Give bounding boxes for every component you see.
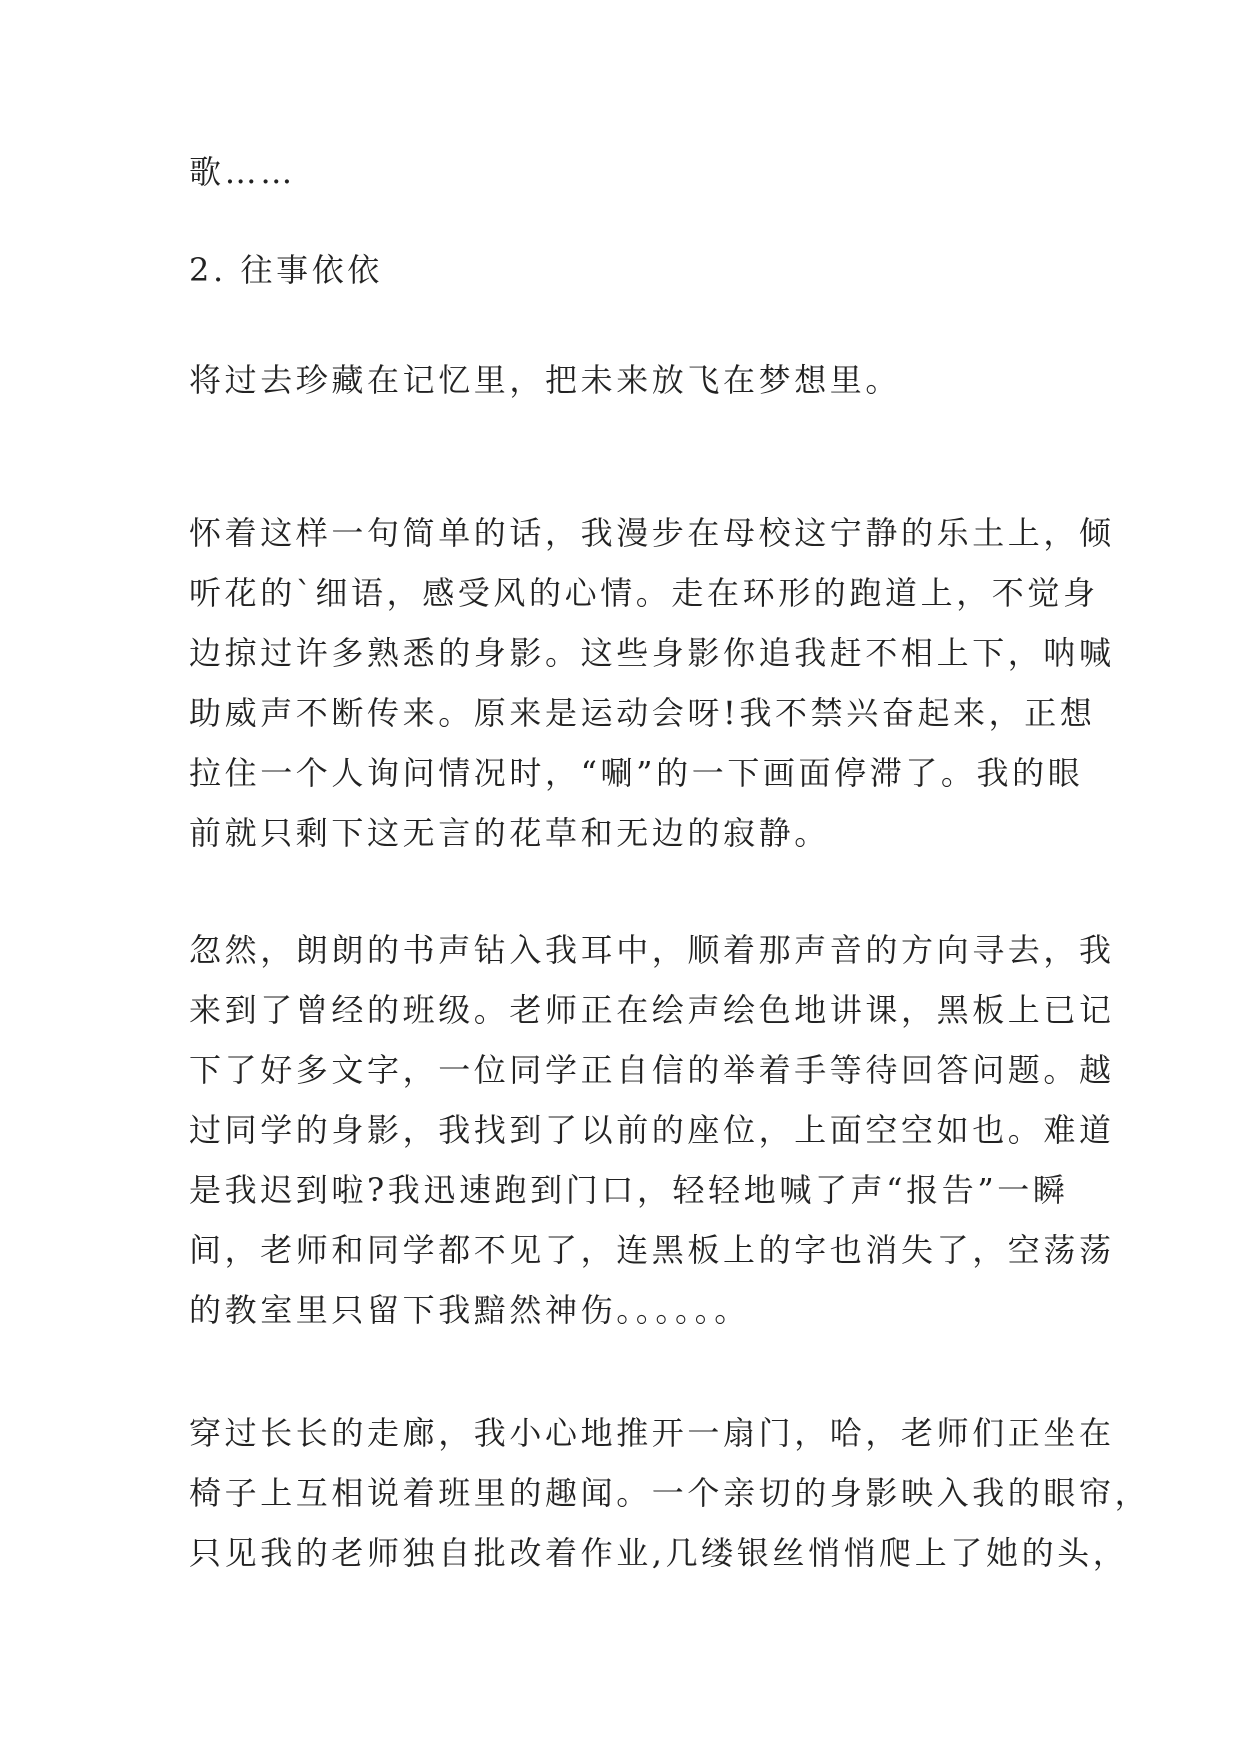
text-line: 边掠过许多熟悉的身影。这些身影你追我赶不相上下，呐喊 — [189, 634, 1115, 672]
section-heading — [189, 240, 1059, 300]
paragraph-corridor — [189, 1403, 1151, 1583]
paragraph-intro — [189, 350, 1059, 410]
text-line: 听花的`细语，感受风的心情。走在环形的跑道上，不觉身 — [189, 574, 1099, 612]
text-line: 将过去珍藏在记忆里，把未来放飞在梦想里。 — [189, 361, 902, 399]
text-line: 2. 往事依依 — [189, 251, 383, 289]
text-line: 前就只剩下这无言的花草和无边的寂静。 — [189, 814, 830, 852]
text-line: 间，老师和同学都不见了，连黑板上的字也消失了，空荡荡 — [189, 1231, 1115, 1269]
text-line: 下了好多文字，一位同学正自信的举着手等待回答问题。越 — [189, 1051, 1115, 1089]
text-line: 助威声不断传来。原来是运动会呀!我不禁兴奋起来，正想 — [189, 694, 1096, 732]
text-line: 只见我的老师独自批改着作业,几缕银丝悄悄爬上了她的头， — [189, 1534, 1129, 1572]
text-line: 忽然，朗朗的书声钻入我耳中，顺着那声音的方向寻去，我 — [189, 931, 1115, 969]
text-line: 椅子上互相说着班里的趣闻。一个亲切的身影映入我的眼帘， — [189, 1474, 1151, 1512]
text-line: 拉住一个人询问情况时，“唰”的一下画面停滞了。我的眼 — [189, 754, 1084, 792]
text-line: 怀着这样一句简单的话，我漫步在母校这宁静的乐土上，倾 — [189, 514, 1115, 552]
text-line: 的教室里只留下我黯然神伤。。。。。。 — [189, 1291, 750, 1329]
text-line: 歌…… — [189, 153, 296, 191]
text-line: 来到了曾经的班级。老师正在绘声绘色地讲课，黑板上已记 — [189, 991, 1115, 1029]
paragraph-classroom — [189, 920, 1115, 1340]
paragraph-playground — [189, 503, 1115, 863]
paragraph-continuation — [189, 142, 1059, 202]
text-line: 穿过长长的走廊，我小心地推开一扇门，哈，老师们正坐在 — [189, 1414, 1115, 1452]
text-line: 过同学的身影，我找到了以前的座位，上面空空如也。难道 — [189, 1111, 1115, 1149]
text-line: 是我迟到啦?我迅速跑到门口，轻轻地喊了声“报告”一瞬 — [189, 1171, 1069, 1209]
